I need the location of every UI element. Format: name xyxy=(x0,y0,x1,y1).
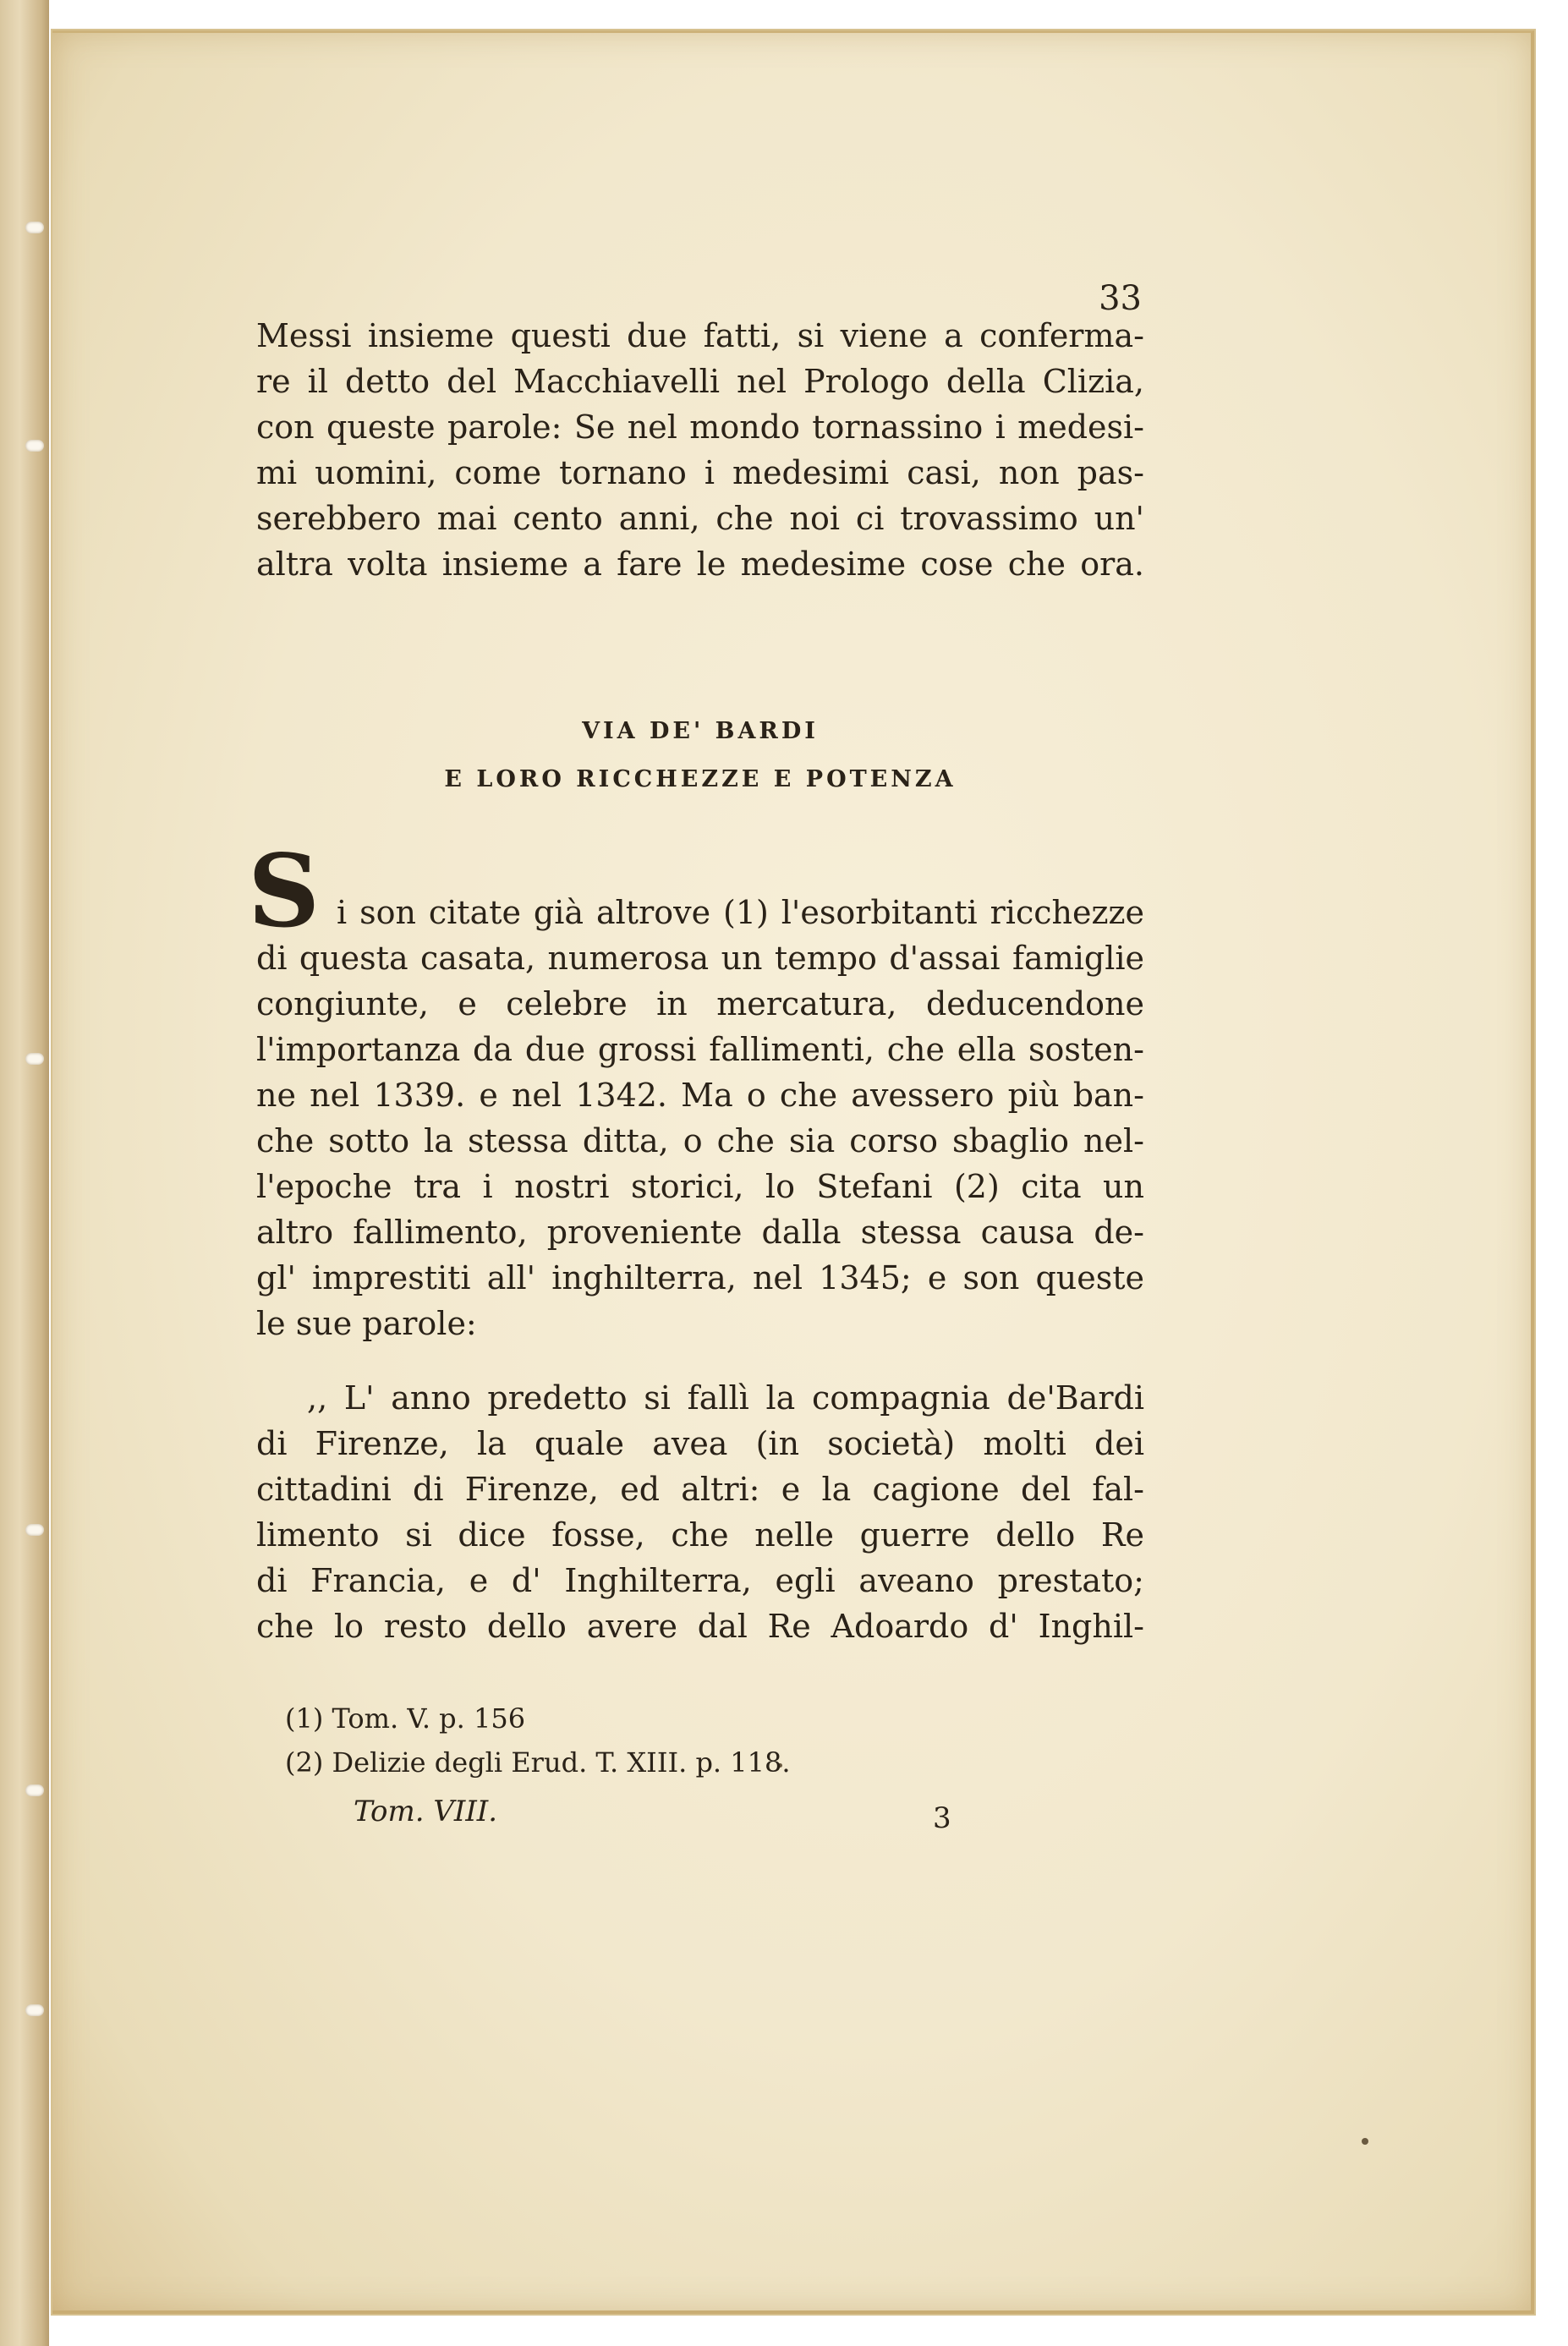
text-line: le sue parole: xyxy=(256,1305,477,1342)
text-line: altro fallimento, proveniente dalla stessa causa de- xyxy=(256,1214,1144,1251)
text-line: ,, L' anno predetto si fallì la compagnia de'Bardi xyxy=(307,1379,1144,1417)
main-paragraph xyxy=(256,890,1144,1346)
sewing-hole xyxy=(25,440,44,452)
sewing-hole xyxy=(25,1784,44,1796)
text-line: re il detto del Macchiavelli nel Prologo della Clizia, xyxy=(256,363,1144,400)
text-line: che lo resto dello avere dal Re Adoardo d' Inghil- xyxy=(256,1608,1144,1645)
opening-paragraph xyxy=(256,313,1144,587)
sewing-hole xyxy=(25,1053,44,1065)
text-line: di questa casata, numerosa un tempo d'assai famiglie xyxy=(256,940,1144,977)
drop-cap: S xyxy=(248,832,321,950)
text-line: ne nel 1339. e nel 1342. Ma o che avessero più ban- xyxy=(256,1077,1144,1114)
footnote-1: (1) Tom. V. p. 156 xyxy=(285,1702,526,1735)
text-line: l'epoche tra i nostri storici, lo Stefani (2) cita un xyxy=(256,1168,1144,1205)
text-line: con queste parole: Se nel mondo tornassino i medesi- xyxy=(256,408,1144,446)
text-line: mi uomini, come tornano i medesimi casi, non pas- xyxy=(256,454,1144,491)
page-number: 33 xyxy=(1099,279,1142,318)
signature-gathering: 3 xyxy=(933,1801,951,1835)
text-line: limento si dice fosse, che nelle guerre dello Re xyxy=(256,1516,1144,1554)
section-heading-line-1: VIA DE' BARDI xyxy=(582,718,819,744)
text-line: di Firenze, la quale avea (in società) molti dei xyxy=(256,1425,1144,1462)
text-line: che sotto la stessa ditta, o che sia corso sbaglio nel- xyxy=(256,1122,1144,1159)
text-line: serebbero mai cento anni, che noi ci trovassimo un' xyxy=(256,500,1144,537)
section-heading-line-2: E LORO RICCHEZZE E POTENZA xyxy=(444,766,957,792)
foxing-spot xyxy=(1362,2138,1368,2145)
text-line: Messi insieme questi due fatti, si viene a conferma- xyxy=(256,317,1144,354)
sewing-hole xyxy=(25,1524,44,1536)
sewing-hole xyxy=(25,222,44,233)
text-line: di Francia, e d' Inghilterra, egli aveano prestato; xyxy=(256,1562,1144,1599)
signature-volume: Tom. VIII. xyxy=(354,1795,498,1828)
text-line: cittadini di Firenze, ed altri: e la cagione del fal- xyxy=(256,1471,1144,1508)
text-line: altra volta insieme a fare le medesime cose che ora. xyxy=(256,545,1144,583)
sewing-hole xyxy=(25,2004,44,2016)
quotation-paragraph xyxy=(256,1375,1144,1649)
text-line: gl' imprestiti all' inghilterra, nel 1345; e son queste xyxy=(256,1259,1144,1296)
footnote-2: (2) Delizie degli Erud. T. XIII. p. 118. xyxy=(285,1746,791,1779)
text-line: l'importanza da due grossi fallimenti, che ella sosten- xyxy=(256,1031,1144,1068)
text-line: congiunte, e celebre in mercatura, deducendone xyxy=(256,985,1144,1022)
binding-spine xyxy=(0,0,49,2346)
text-line: i son citate già altrove (1) l'esorbitanti ricchezze xyxy=(337,894,1144,931)
